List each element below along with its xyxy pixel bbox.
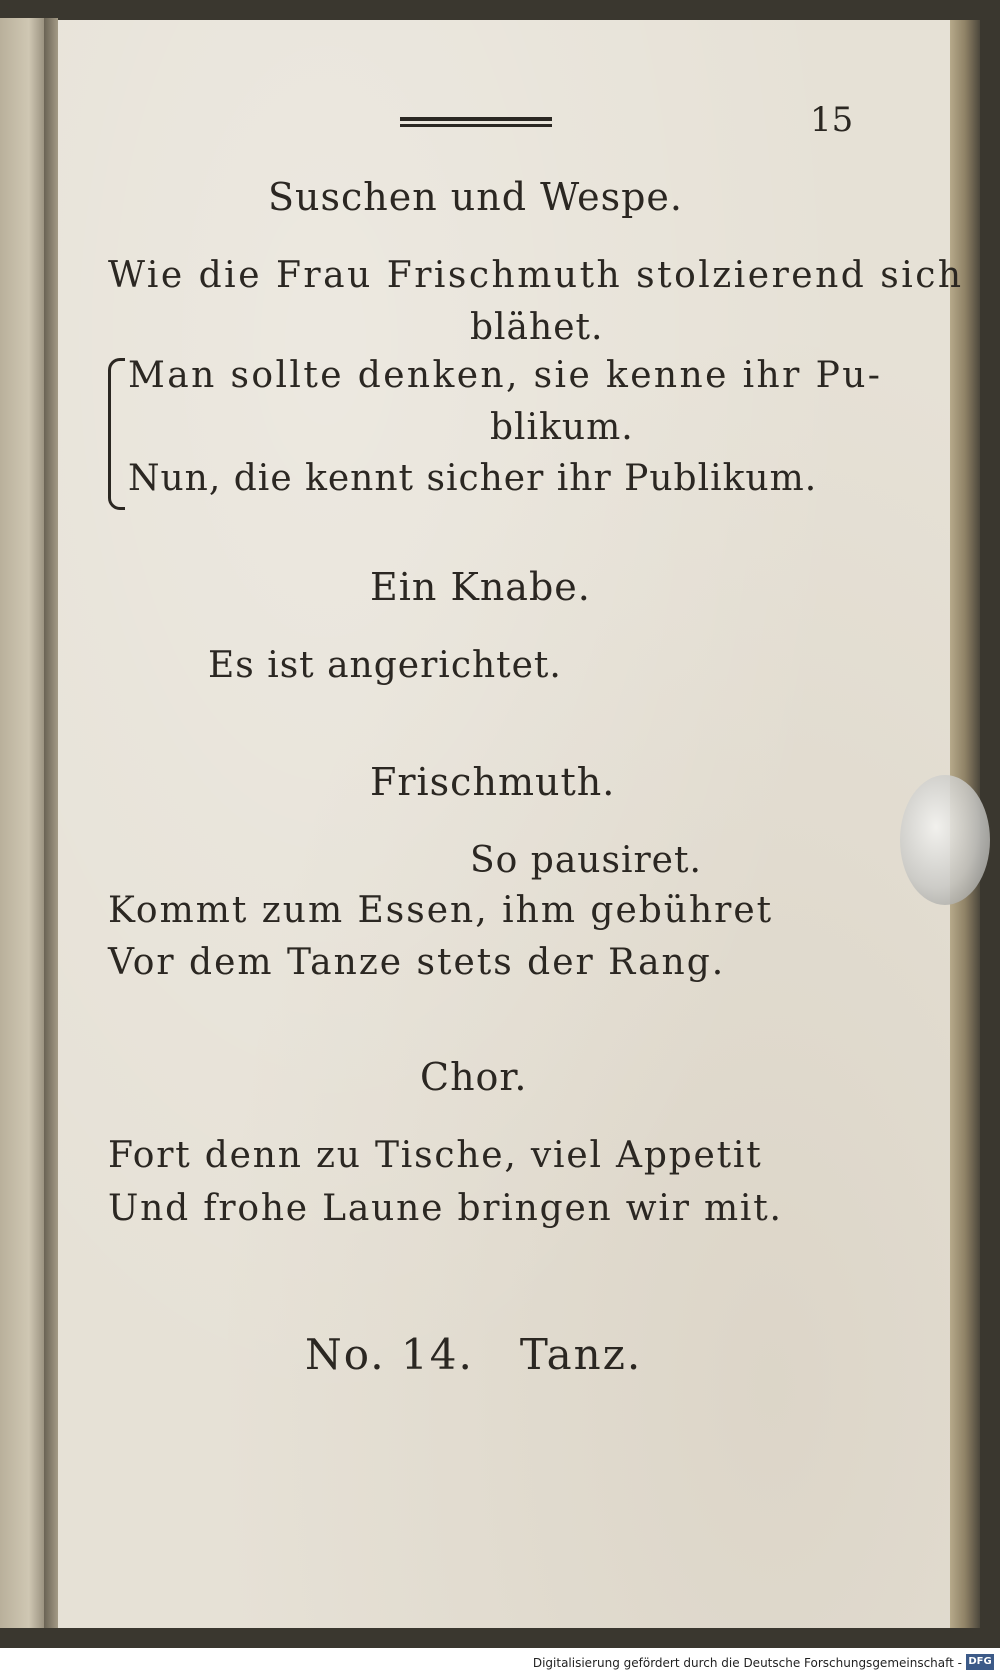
text-line: Fort denn zu Tische, viel Appetit [108, 1135, 763, 1176]
section-heading: Suschen und Wespe. [268, 175, 683, 219]
book-gutter [44, 18, 58, 1628]
page-clip [900, 775, 990, 905]
text-line: blikum. [490, 407, 634, 448]
text-line: Und frohe Laune bringen wir mit. [108, 1188, 783, 1229]
text-line: Vor dem Tanze stets der Rang. [108, 942, 726, 983]
text-line: Wie die Frau Frischmuth stolzierend sich [108, 255, 964, 296]
text-line: blähet. [470, 307, 604, 348]
section-heading: Ein Knabe. [370, 565, 591, 609]
text-line: Nun, die kennt sicher ihr Publikum. [128, 458, 818, 499]
text-line: Man sollte denken, sie kenne ihr Pu- [128, 355, 883, 396]
header-rule [400, 117, 552, 127]
brace-bracket [108, 358, 125, 510]
section-heading: Frischmuth. [370, 760, 616, 804]
text-line: Kommt zum Essen, ihm gebühret [108, 890, 774, 931]
section-heading: No. 14. Tanz. [305, 1330, 643, 1379]
section-heading: Chor. [420, 1055, 528, 1099]
left-page-edge [0, 18, 48, 1628]
dfg-logo: DFG [966, 1654, 994, 1670]
text-line: So pausiret. [470, 840, 702, 881]
text-line: Es ist angerichtet. [208, 645, 562, 686]
digitization-credit: Digitalisierung gefördert durch die Deutsche Forschungsgemeinschaft - [532, 1656, 962, 1670]
page-number: 15 [810, 100, 854, 140]
